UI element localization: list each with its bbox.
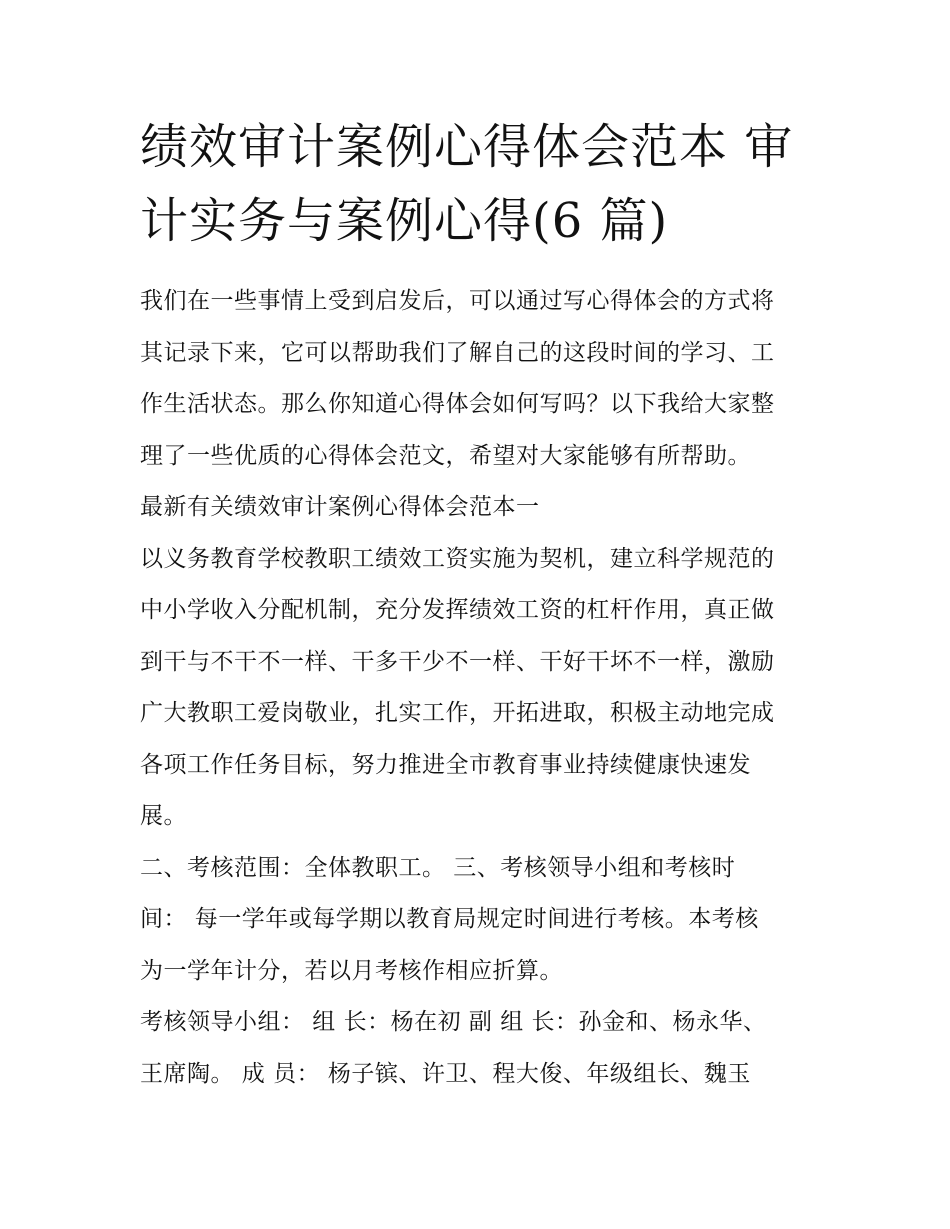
- title-line-1: 绩效审计案例心得体会范本 审: [140, 119, 794, 175]
- title-line-2: 计实务与案例心得(6 篇): [140, 193, 669, 249]
- body-line-14: 为一学年计分，若以月考核作相应折算。: [140, 957, 563, 984]
- body-line-8: 到干与不干不一样、干多干少不一样、干好干坏不一样，激励: [140, 648, 775, 675]
- body-line-4: 理了一些优质的心得体会范文，希望对大家能够有所帮助。: [140, 442, 751, 469]
- body-line-11: 展。: [140, 803, 187, 829]
- document-body: [140, 276, 820, 1100]
- body-line-10: 各项工作任务目标，努力推进全市教育事业持续健康快速发: [140, 751, 751, 778]
- document-page: [140, 110, 820, 1100]
- body-line-1: 我们在一些事情上受到启发后，可以通过写心得体会的方式将: [140, 288, 775, 314]
- body-line-6: 以义务教育学校教职工绩效工资实施为契机，建立科学规范的: [140, 545, 775, 572]
- body-line-3: 作生活状态。那么你知道心得体会如何写吗？以下我给大家整: [140, 391, 775, 417]
- body-line-13: 间： 每一学年或每学期以教育局规定时间进行考核。本考核: [140, 906, 759, 932]
- body-line-12: 二、考核范围：全体教职工。 三、考核领导小组和考核时: [140, 854, 736, 881]
- body-line-15: 考核领导小组： 组 长：杨在初 副 组 长：孙金和、杨永华、: [140, 1009, 767, 1035]
- document-title: [140, 110, 820, 258]
- body-line-2: 其记录下来，它可以帮助我们了解自己的这段时间的学习、工: [140, 339, 775, 366]
- body-line-7: 中小学收入分配机制，充分发挥绩效工资的杠杆作用，真正做: [140, 597, 775, 623]
- body-line-16: 王席陶。 成 员： 杨子镔、许卫、程大俊、年级组长、魏玉: [140, 1060, 751, 1087]
- section-heading: 最新有关绩效审计案例心得体会范本一: [140, 494, 540, 520]
- body-line-9: 广大教职工爱岗敬业，扎实工作，开拓进取，积极主动地完成: [140, 700, 775, 726]
